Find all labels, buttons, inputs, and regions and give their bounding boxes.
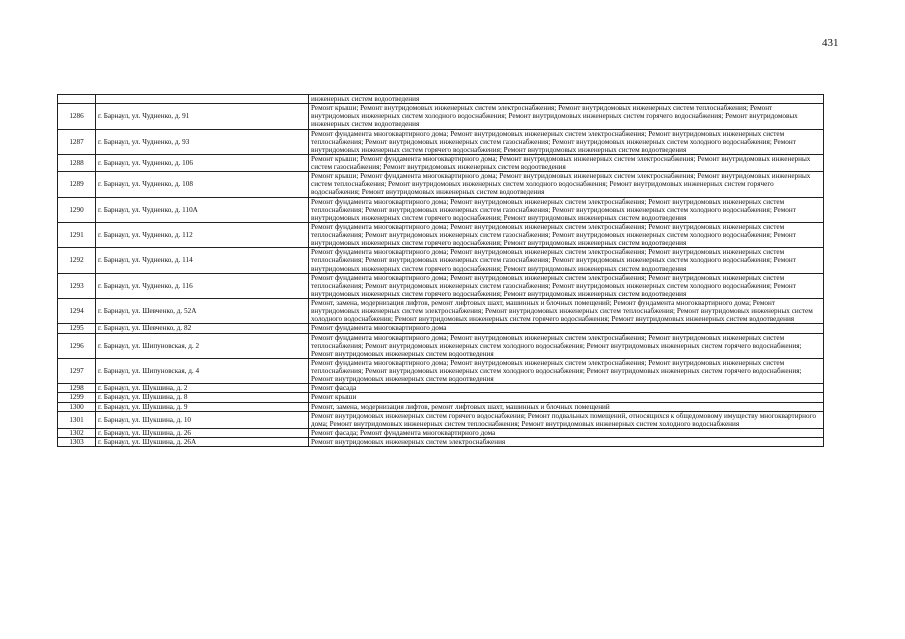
row-works: Ремонт фундамента многоквартирного дома <box>309 324 824 333</box>
row-works: Ремонт фундамента многоквартирного дома; Ремонт внутридомовых инженерных систем электроснабжения; Ремонт внутридомовых инженерных систем теплоснабжения; Ремонт внутридомовых инженерных систем газоснабжения; Ремонт внутридомовых инженерных систем холодного водоснабжения; Ремонт внутридомовых инженерных систем горячего водоснабжения; Ремонт внутридомовых инженерных систем водоотведения <box>309 197 824 222</box>
table-row <box>58 438 824 447</box>
table-row <box>58 154 824 171</box>
table-row <box>58 411 824 428</box>
table-body <box>58 95 824 447</box>
table-row <box>58 248 824 273</box>
row-number: 1301 <box>58 411 96 428</box>
row-works: Ремонт фундамента многоквартирного дома; Ремонт внутридомовых инженерных систем электроснабжения; Ремонт внутридомовых инженерных систем теплоснабжения; Ремонт внутридомовых инженерных систем холодного водоснабжения; Ремонт внутридомовых инженерных систем горячего водоснабжения; Ремонт внутридомовых инженерных систем водоотведения <box>309 358 824 383</box>
row-works: Ремонт крыши <box>309 393 824 402</box>
table-row <box>58 104 824 129</box>
row-number: 1298 <box>58 384 96 393</box>
table-row <box>58 393 824 402</box>
table-row <box>58 222 824 247</box>
row-works: Ремонт, замена, модернизация лифтов, ремонт лифтовых шахт, машинных и блочных помещений <box>309 402 824 411</box>
table-row <box>58 273 824 298</box>
row-works: Ремонт крыши; Ремонт фундамента многоквартирного дома; Ремонт внутридомовых инженерных систем электроснабжения; Ремонт внутридомовых инженерных систем газоснабжения; Ремонт внутридомовых инженерных систем водоотведения <box>309 154 824 171</box>
row-address: г. Барнаул, ул. Чудненко, д. 93 <box>96 129 309 154</box>
row-works: Ремонт фундамента многоквартирного дома; Ремонт внутридомовых инженерных систем электроснабжения; Ремонт внутридомовых инженерных систем теплоснабжения; Ремонт внутридомовых инженерных систем газоснабжения; Ремонт внутридомовых инженерных систем холодного водоснабжения; Ремонт внутридомовых инженерных систем горячего водоснабжения; Ремонт внутридомовых инженерных систем водоотведения <box>309 273 824 298</box>
row-works: Ремонт фундамента многоквартирного дома; Ремонт внутридомовых инженерных систем электроснабжения; Ремонт внутридомовых инженерных систем теплоснабжения; Ремонт внутридомовых инженерных систем холодного водоснабжения; Ремонт внутридомовых инженерных систем горячего водоснабжения; Ремонт внутридомовых инженерных систем водоотведения <box>309 333 824 358</box>
row-works: Ремонт фундамента многоквартирного дома; Ремонт внутридомовых инженерных систем электроснабжения; Ремонт внутридомовых инженерных систем теплоснабжения; Ремонт внутридомовых инженерных систем газоснабжения; Ремонт внутридомовых инженерных систем холодного водоснабжения; Ремонт внутридомовых инженерных систем горячего водоснабжения; Ремонт внутридомовых инженерных систем водоотведения <box>309 248 824 273</box>
row-number: 1288 <box>58 154 96 171</box>
row-address: г. Барнаул, ул. Чудненко, д. 110А <box>96 197 309 222</box>
row-works: Ремонт крыши; Ремонт внутридомовых инженерных систем электроснабжения; Ремонт внутридомовых инженерных систем теплоснабжения; Ремонт внутридомовых инженерных систем холодного водоснабжения; Ремонт внутридомовых инженерных систем горячего водоснабжения; Ремонт внутридомовых инженерных систем водоотведения <box>309 104 824 129</box>
table-row <box>58 358 824 383</box>
row-number: 1290 <box>58 197 96 222</box>
table-row <box>58 299 824 324</box>
table-row <box>58 384 824 393</box>
row-address: г. Барнаул, ул. Шукшина, д. 10 <box>96 411 309 428</box>
row-number: 1291 <box>58 222 96 247</box>
row-address: г. Барнаул, ул. Шевченко, д. 52А <box>96 299 309 324</box>
table-row <box>58 402 824 411</box>
row-number: 1295 <box>58 324 96 333</box>
row-number: 1294 <box>58 299 96 324</box>
row-number: 1289 <box>58 172 96 197</box>
row-number: 1302 <box>58 428 96 437</box>
table-row <box>58 197 824 222</box>
row-number: 1292 <box>58 248 96 273</box>
row-number: 1296 <box>58 333 96 358</box>
row-address: г. Барнаул, ул. Чудненко, д. 114 <box>96 248 309 273</box>
row-works: Ремонт фундамента многоквартирного дома; Ремонт внутридомовых инженерных систем электроснабжения; Ремонт внутридомовых инженерных систем теплоснабжения; Ремонт внутридомовых инженерных систем газоснабжения; Ремонт внутридомовых инженерных систем холодного водоснабжения; Ремонт внутридомовых инженерных систем горячего водоснабжения; Ремонт внутридомовых инженерных систем водоотведения <box>309 222 824 247</box>
row-address: г. Барнаул, ул. Чудненко, д. 112 <box>96 222 309 247</box>
row-number: 1287 <box>58 129 96 154</box>
row-works: инженерных систем водоотведения <box>309 95 824 104</box>
row-address: г. Барнаул, ул. Шукшина, д. 26А <box>96 438 309 447</box>
row-number: 1300 <box>58 402 96 411</box>
row-address: г. Барнаул, ул. Чудненко, д. 91 <box>96 104 309 129</box>
row-address <box>96 95 309 104</box>
row-works: Ремонт фундамента многоквартирного дома; Ремонт внутридомовых инженерных систем электроснабжения; Ремонт внутридомовых инженерных систем теплоснабжения; Ремонт внутридомовых инженерных систем газоснабжения; Ремонт внутридомовых инженерных систем холодного водоснабжения; Ремонт внутридомовых инженерных систем горячего водоснабжения; Ремонт внутридомовых инженерных систем водоотведения <box>309 129 824 154</box>
row-address: г. Барнаул, ул. Шипуновская, д. 2 <box>96 333 309 358</box>
row-number: 1297 <box>58 358 96 383</box>
page-number: 431 <box>822 37 839 49</box>
row-number: 1303 <box>58 438 96 447</box>
row-number <box>58 95 96 104</box>
row-address: г. Барнаул, ул. Шукшина, д. 8 <box>96 393 309 402</box>
row-address: г. Барнаул, ул. Шукшина, д. 2 <box>96 384 309 393</box>
row-number: 1293 <box>58 273 96 298</box>
row-works: Ремонт, замена, модернизация лифтов, ремонт лифтовых шахт, машинных и блочных помещений; Ремонт фундамента многоквартирного дома; Ремонт внутридомовых инженерных систем электроснабжения; Ремонт внутридомовых инженерных систем теплоснабжения; Ремонт внутридомовых инженерных систем холодного водоснабжения; Ремонт внутридомовых инженерных систем горячего водоснабжения; Ремонт внутридомовых инженерных систем водоотведения <box>309 299 824 324</box>
row-number: 1286 <box>58 104 96 129</box>
repair-register-table <box>57 94 824 447</box>
table-row <box>58 333 824 358</box>
row-address: г. Барнаул, ул. Чудненко, д. 116 <box>96 273 309 298</box>
row-works: Ремонт внутридомовых инженерных систем горячего водоснабжения; Ремонт подвальных помещений, относящихся к общедомовому имуществу многоквартирного дома; Ремонт внутридомовых инженерных систем теплоснабжения; Ремонт внутридомовых инженерных систем холодного водоснабжения <box>309 411 824 428</box>
table-row <box>58 324 824 333</box>
row-works: Ремонт фасада <box>309 384 824 393</box>
table-row <box>58 172 824 197</box>
table-row <box>58 428 824 437</box>
row-works: Ремонт крыши; Ремонт фундамента многоквартирного дома; Ремонт внутридомовых инженерных систем электроснабжения; Ремонт внутридомовых инженерных систем теплоснабжения; Ремонт внутридомовых инженерных систем холодного водоснабжения; Ремонт внутридомовых инженерных систем горячего водоснабжения; Ремонт внутридомовых инженерных систем водоотведения <box>309 172 824 197</box>
row-address: г. Барнаул, ул. Шипуновская, д. 4 <box>96 358 309 383</box>
row-address: г. Барнаул, ул. Шевченко, д. 82 <box>96 324 309 333</box>
row-works: Ремонт внутридомовых инженерных систем электроснабжения <box>309 438 824 447</box>
row-address: г. Барнаул, ул. Чудненко, д. 106 <box>96 154 309 171</box>
row-address: г. Барнаул, ул. Шукшина, д. 9 <box>96 402 309 411</box>
row-works: Ремонт фасада; Ремонт фундамента многоквартирного дома <box>309 428 824 437</box>
row-address: г. Барнаул, ул. Шукшина, д. 26 <box>96 428 309 437</box>
row-address: г. Барнаул, ул. Чудненко, д. 108 <box>96 172 309 197</box>
table-row-continuation <box>58 95 824 104</box>
table-row <box>58 129 824 154</box>
row-number: 1299 <box>58 393 96 402</box>
